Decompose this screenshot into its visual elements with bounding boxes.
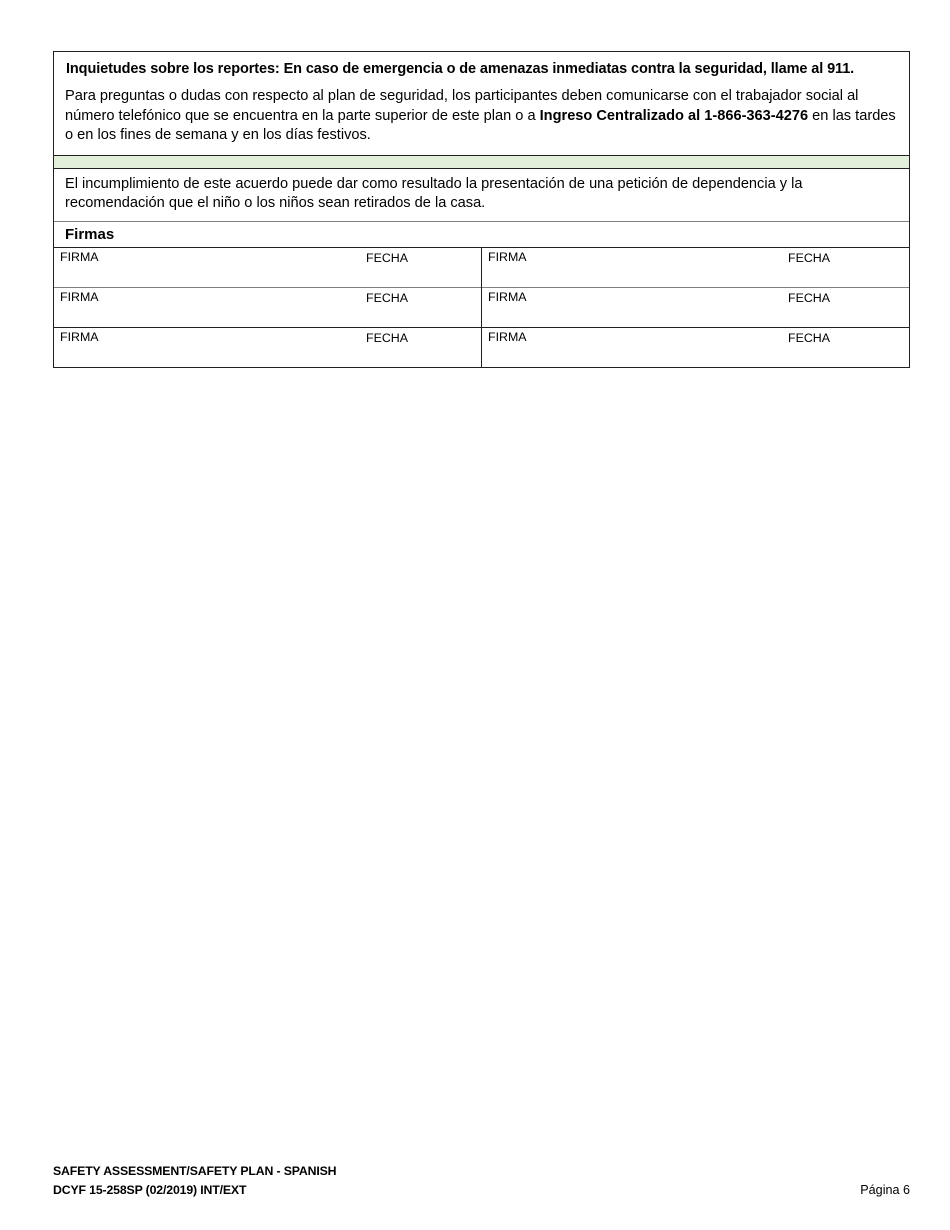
notice-body-text-part1: Para preguntas o dudas con respecto al plan de seguridad, los participantes deben comunicarse con el trabajador social al número telefónico que se encuentra en la parte superior de este plan o a — [65, 88, 859, 124]
page-footer — [53, 1163, 910, 1200]
agreement-text: El incumplimiento de este acuerdo puede dar como resultado la presentación de una petición de dependencia y la recomendación que el niño o los niños sean retirados de la casa. — [65, 175, 803, 212]
centralized-intake-phone: Ingreso Centralizado al 1-866-363-4276 — [539, 107, 809, 124]
signature-cell-right-1[interactable] — [482, 248, 910, 288]
signature-label: FIRMA — [60, 330, 99, 345]
signature-cell-right-2[interactable] — [482, 288, 910, 328]
signature-label: FIRMA — [488, 250, 527, 265]
footer-bottom-row — [53, 1181, 910, 1200]
date-label: FECHA — [788, 291, 830, 306]
signature-cell-left-1[interactable] — [54, 248, 482, 288]
date-label: FECHA — [366, 331, 408, 346]
signature-label: FIRMA — [60, 290, 99, 305]
signatures-table — [54, 247, 909, 367]
signature-label: FIRMA — [488, 330, 527, 345]
green-separator-bar — [54, 155, 909, 169]
reporting-concerns-body — [54, 86, 909, 154]
signature-label: FIRMA — [60, 250, 99, 265]
signature-cell-left-3[interactable] — [54, 328, 482, 368]
signatures-section-title-text: Firmas — [65, 226, 115, 244]
table-row — [54, 248, 909, 288]
signature-label: FIRMA — [488, 290, 527, 305]
signatures-section-title — [54, 221, 909, 247]
signature-cell-right-3[interactable] — [482, 328, 910, 368]
footer-form-title: SAFETY ASSESSMENT/SAFETY PLAN - SPANISH — [53, 1164, 337, 1178]
date-label: FECHA — [366, 291, 408, 306]
footer-form-number: DCYF 15-258SP (02/2019) INT/EXT — [53, 1183, 247, 1198]
reporting-concerns-header — [54, 52, 909, 86]
footer-page-number: Página 6 — [860, 1182, 910, 1197]
safety-plan-form-table — [53, 51, 910, 368]
date-label: FECHA — [788, 331, 830, 346]
agreement-noncompliance-text — [54, 169, 909, 222]
table-row — [54, 328, 909, 368]
notice-body-text-part2: en las tardes o en los fines de semana y en los días festivos. — [65, 107, 896, 144]
signature-cell-left-2[interactable] — [54, 288, 482, 328]
reporting-concerns-header-text: Inquietudes sobre los reportes: En caso de emergencia o de amenazas inmediatas contra la seguridad, llame al 911. — [66, 61, 855, 77]
date-label: FECHA — [366, 251, 408, 266]
date-label: FECHA — [788, 251, 830, 266]
table-row — [54, 288, 909, 328]
